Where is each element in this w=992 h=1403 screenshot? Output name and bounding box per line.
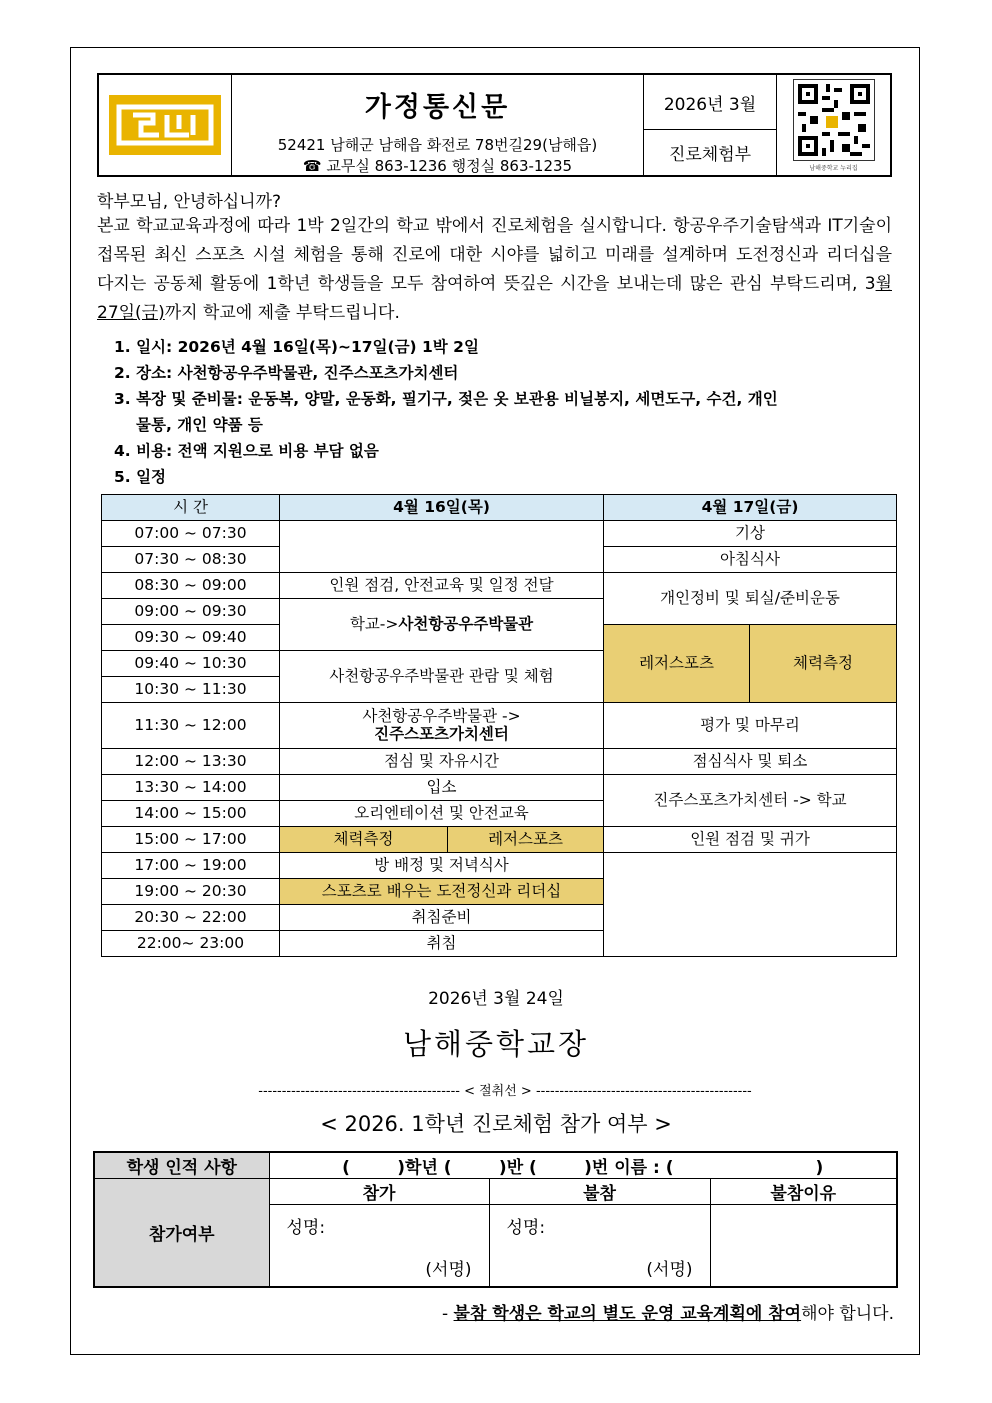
student-info-row xyxy=(94,1152,897,1179)
header-day1: 4월 16일(목) xyxy=(280,495,604,521)
time-cell: 12:00 ~ 13:30 xyxy=(102,749,280,775)
table-header-row xyxy=(102,495,897,521)
d1-leadership: 스포츠로 배우는 도전정신과 리더십 xyxy=(280,879,604,905)
d1-checkin: 입소 xyxy=(280,775,604,801)
principal-signature: 남해중학교장 xyxy=(402,1027,590,1061)
student-info-field[interactable]: ( )학년 ( )반 ( )번 이름 : ( ) xyxy=(269,1152,897,1179)
note-emphasis: 불참 학생은 학교의 별도 운영 교육계획에 참여 xyxy=(453,1304,802,1324)
detail-schedule: 5. 일정 xyxy=(114,468,167,486)
school-logo-icon xyxy=(109,95,221,155)
time-cell: 22:00~ 23:00 xyxy=(102,931,280,957)
d1-move2-from: 사천항공우주박물관 -> xyxy=(362,706,521,725)
time-cell: 09:00 ~ 09:30 xyxy=(102,599,280,625)
letter-date: 2026년 3월 24일 xyxy=(428,989,564,1009)
time-cell: 11:30 ~ 12:00 xyxy=(102,703,280,749)
department: 진로체험부 xyxy=(668,145,752,165)
d1-move2 xyxy=(280,703,604,749)
time-cell: 10:30 ~ 11:30 xyxy=(102,677,280,703)
d2-breakfast: 아침식사 xyxy=(604,547,897,573)
d2-leisure: 레저스포츠 xyxy=(604,625,750,703)
d1-dinner: 방 배정 및 저녁식사 xyxy=(280,853,604,879)
d2-empty xyxy=(604,853,897,957)
time-cell: 07:30 ~ 08:30 xyxy=(102,547,280,573)
attend-sign-field[interactable] xyxy=(269,1205,489,1287)
time-cell: 07:00 ~ 07:30 xyxy=(102,521,280,547)
absence-note xyxy=(442,1299,894,1324)
qr-caption: 남해중학교 누리집 xyxy=(809,164,858,172)
table-row xyxy=(102,573,897,599)
deadline-text: 월 27일(금) xyxy=(97,274,892,323)
name-label: 성명: xyxy=(286,1218,326,1238)
name-label: 성명: xyxy=(506,1218,546,1238)
d2-evaluation: 평가 및 마무리 xyxy=(604,703,897,749)
table-row xyxy=(102,775,897,801)
note-prefix: - xyxy=(442,1304,454,1324)
detail-supplies-cont: 물통, 개인 약품 등 xyxy=(136,416,263,434)
d1-sleep: 취침 xyxy=(280,931,604,957)
time-cell: 15:00 ~ 17:00 xyxy=(102,827,280,853)
time-cell: 09:40 ~ 10:30 xyxy=(102,651,280,677)
newsletter-header xyxy=(97,73,892,177)
col-absent: 불참 xyxy=(489,1179,710,1205)
time-cell: 17:00 ~ 19:00 xyxy=(102,853,280,879)
table-row xyxy=(102,703,897,749)
cut-line: ------------------------------------------- < 절취선 > ---------------------------------------------- xyxy=(258,1084,752,1099)
d1-move1-to: 사천항공우주박물관 xyxy=(398,614,534,633)
participation-label: 참가여부 xyxy=(94,1179,269,1287)
d1-leisure: 레저스포츠 xyxy=(448,827,604,853)
detail-supplies: 3. 복장 및 준비물: 운동복, 양말, 운동화, 필기구, 젖은 옷 보관용 비닐봉지, 세면도구, 수건, 개인 xyxy=(114,390,778,408)
d2-move: 진주스포츠가치센터 -> 학교 xyxy=(604,775,897,827)
header-day2: 4월 17일(금) xyxy=(604,495,897,521)
time-cell: 14:00 ~ 15:00 xyxy=(102,801,280,827)
table-row xyxy=(102,853,897,879)
d2-fitness: 체력측정 xyxy=(750,625,897,703)
d1-move2-to: 진주스포츠가치센터 xyxy=(374,724,509,743)
detail-date: 1. 일시: 2026년 4월 16일(목)~17일(금) 1박 2일 xyxy=(114,338,479,356)
phone-numbers: 교무실 863-1236 행정실 863-1235 xyxy=(326,157,573,175)
student-info-label: 학생 인적 사항 xyxy=(94,1152,269,1179)
time-cell: 19:00 ~ 20:30 xyxy=(102,879,280,905)
time-cell: 20:30 ~ 22:00 xyxy=(102,905,280,931)
d2-cleanup: 개인정비 및 퇴실/준비운동 xyxy=(604,573,897,625)
d1-check: 인원 점검, 안전교육 및 일정 전달 xyxy=(280,573,604,599)
col-attend: 참가 xyxy=(269,1179,489,1205)
qr-block[interactable] xyxy=(777,75,890,175)
d2-lunch: 점심식사 및 퇴소 xyxy=(604,749,897,775)
detail-cost: 4. 비용: 전액 지원으로 비용 부담 없음 xyxy=(114,442,379,460)
page-title: 가정통신문 xyxy=(364,92,511,123)
intro-paragraph xyxy=(97,212,892,328)
header-time: 시 간 xyxy=(102,495,280,521)
d1-move1-from: 학교-> xyxy=(349,614,399,633)
school-address: 52421 남해군 남해읍 화전로 78번길29(남해읍) xyxy=(277,136,598,154)
school-logo xyxy=(99,75,232,175)
d1-lunch: 점심 및 자유시간 xyxy=(280,749,604,775)
sign-label: (서명) xyxy=(646,1259,693,1280)
detail-place: 2. 장소: 사천항공우주박물관, 진주스포츠가치센터 xyxy=(114,364,459,382)
table-row xyxy=(102,521,897,547)
table-row xyxy=(102,827,897,853)
intro-end-text: 까지 학교에 제출 부탁드립니다. xyxy=(164,303,400,323)
col-reason: 불참이유 xyxy=(710,1179,897,1205)
d1-museum: 사천항공우주박물관 관람 및 체험 xyxy=(280,651,604,703)
sign-label: (서명) xyxy=(425,1259,472,1280)
d1-orientation: 오리엔테이션 및 안전교육 xyxy=(280,801,604,827)
reason-field[interactable] xyxy=(710,1205,897,1287)
d2-wake: 기상 xyxy=(604,521,897,547)
intro-main-text: 본교 학교교육과정에 따라 1박 2일간의 학교 밖에서 진로체험을 실시합니다. 항공우주기술탐색과 IT기술이 접목된 최신 스포츠 시설 체험을 통해 진로에 대한 시야를 넓히고 미래를 설계하며 도전정신과 리더십을 다지는 공동체 활동에 1학년 학생들을 모두 참여하여 뜻깊은 시간을 보내는데 많은 관심 부탁드리며, 3 xyxy=(97,216,892,294)
form-header-row xyxy=(94,1179,897,1205)
d1-fitness: 체력측정 xyxy=(280,827,448,853)
greeting: 학부모님, 안녕하십니까? xyxy=(97,192,282,212)
participation-form xyxy=(93,1151,898,1288)
issue-date: 2026년 3월 xyxy=(644,75,776,130)
time-cell: 09:30 ~ 09:40 xyxy=(102,625,280,651)
d2-return: 인원 점검 및 귀가 xyxy=(604,827,897,853)
day1-empty xyxy=(280,521,604,573)
school-phone xyxy=(232,155,643,176)
d1-prep: 취침준비 xyxy=(280,905,604,931)
phone-icon: ☎ xyxy=(302,157,322,175)
time-cell: 13:30 ~ 14:00 xyxy=(102,775,280,801)
d1-move1 xyxy=(280,599,604,651)
time-cell: 08:30 ~ 09:00 xyxy=(102,573,280,599)
header-title-block xyxy=(232,75,644,175)
absent-sign-field[interactable] xyxy=(489,1205,710,1287)
note-suffix: 해야 합니다. xyxy=(801,1304,894,1324)
form-title: < 2026. 1학년 진로체험 참가 여부 > xyxy=(320,1112,672,1136)
qr-code-icon[interactable] xyxy=(793,79,875,161)
schedule-table xyxy=(101,494,897,957)
table-row xyxy=(102,749,897,775)
header-meta xyxy=(644,75,777,175)
